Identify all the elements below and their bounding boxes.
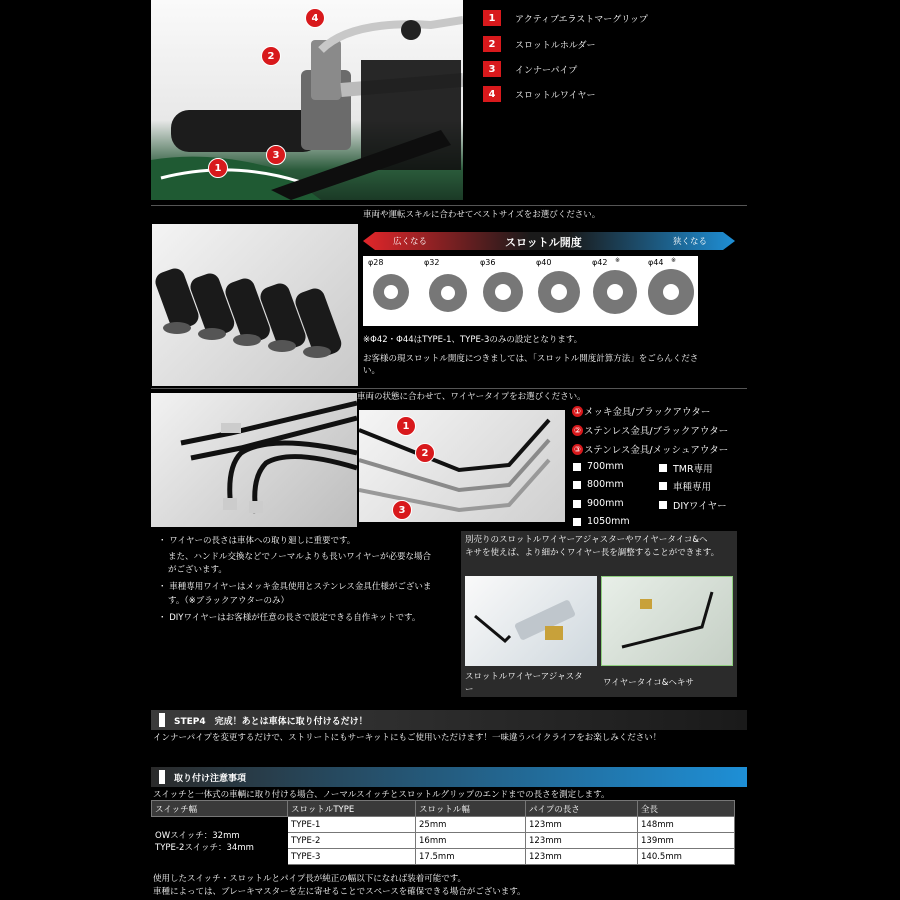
- handlebar-photo: [151, 0, 463, 200]
- wire-pin-1: 1: [396, 416, 416, 436]
- diameter-cell: [643, 256, 698, 326]
- adjuster-caption-cont: ー: [465, 685, 474, 695]
- taiko-caption: ワイヤータイコ&ヘキサ: [603, 678, 694, 688]
- inner-pipes-photo: [152, 224, 358, 386]
- wire-note: ・ DIYワイヤーはお客様が任意の長さで設定できる自作キットです。: [158, 613, 421, 623]
- wire-note: す。（※ブラックアウターのみ）: [168, 596, 289, 606]
- adjuster-photo: [465, 576, 597, 666]
- wire-note: また、ハンドル交換などでノーマルよりも長いワイヤーが必要な場合: [168, 552, 431, 562]
- diameter-label: φ36: [480, 258, 496, 267]
- legend-number: 4: [483, 86, 501, 102]
- length-option-1050: [573, 516, 630, 527]
- legend-item-holder: [483, 35, 595, 53]
- adjuster-illustration: [465, 576, 597, 666]
- legend-item-wire: [483, 85, 596, 103]
- caution-intro: スイッチと一体式の車輌に取り付ける場合、ノーマルスイッチとスロットルグリップのエンドまでの長さを測定します。: [153, 790, 610, 800]
- diameter-label: φ44: [648, 258, 664, 267]
- wire-note: ・ 車種専用ワイヤーはメッキ金具使用とステンレス金具仕様がございま: [158, 582, 432, 592]
- throttle-cam-icon: [371, 272, 411, 312]
- opening-note-2: お客様の現スロットル開度につきましては、「スロットル開度計算方法」をごらんくださ: [363, 354, 699, 364]
- photo-pin-2: 2: [261, 46, 281, 66]
- checkbox-icon: [573, 463, 581, 471]
- table-cell: TYPE-2: [288, 833, 416, 849]
- step4-text: インナーパイプを変更するだけで、ストリートにもサーキットにもご使用いただけます！一味違うバイクライフをお楽しみください！: [153, 733, 662, 743]
- wire-type-3: [572, 442, 728, 456]
- diameter-cell: [531, 256, 587, 326]
- switch-width: TYPE-2スイッチ：34mm: [155, 842, 254, 853]
- checkbox-icon: [573, 481, 581, 489]
- adjuster-caption: スロットルワイヤーアジャスタ: [465, 672, 583, 682]
- photo-pin-1: 1: [208, 158, 228, 178]
- table-header: スロットル幅: [416, 801, 526, 817]
- wire-types-illustration: [359, 410, 565, 522]
- throttle-opening-bar: [363, 232, 735, 250]
- checkbox-icon: [659, 501, 667, 509]
- table-cell: TYPE-1: [288, 817, 416, 833]
- legend-item-grip: [483, 9, 648, 27]
- switch-width-cell: [152, 817, 288, 865]
- adjuster-panel: [461, 531, 737, 697]
- legend-label: インナーパイプ: [515, 65, 578, 76]
- table-cell: TYPE-3: [288, 849, 416, 865]
- wire-types-photo: [359, 410, 565, 522]
- diameter-cell: [363, 256, 419, 326]
- diameter-label: φ42: [592, 258, 608, 267]
- wire-title: 車両の状態に合わせて、ワイヤータイプをお選びください。: [357, 392, 586, 402]
- wire-cables-illustration: [151, 393, 357, 527]
- throttle-cam-icon: [481, 270, 525, 314]
- diameter-label: φ32: [424, 258, 440, 267]
- step4-label: STEP4 完成！あとは車体に取り付けるだけ！: [174, 716, 368, 727]
- table-cell: 148mm: [638, 817, 735, 833]
- table-cell: 25mm: [416, 817, 526, 833]
- option-tmr: [659, 461, 713, 475]
- caution-footer-1: 使用したスイッチ・スロットルとパイプ長が純正の幅以下になれば装着可能です。: [153, 874, 467, 884]
- caution-footer-2: 車種によっては、ブレーキマスターを左に寄せることでスペースを確保できる場合がございます。: [153, 887, 526, 897]
- size-note: 車両や運転スキルに合わせてベストサイズをお選びください。: [363, 210, 601, 220]
- table-cell: 123mm: [526, 817, 638, 833]
- table-header: 全長: [638, 801, 735, 817]
- diameter-cell: [475, 256, 531, 326]
- taiko-photo: [601, 576, 733, 666]
- taiko-illustration: [602, 577, 734, 667]
- opening-center-label: スロットル開度: [505, 236, 582, 249]
- table-cell: 139mm: [638, 833, 735, 849]
- length-option-800: [573, 479, 624, 490]
- bar-tag: [159, 770, 165, 784]
- table-cell: 140.5mm: [638, 849, 735, 865]
- wire-type-2: [572, 423, 728, 437]
- caution-bar: [151, 767, 747, 787]
- legend-number: 2: [483, 36, 501, 52]
- handlebar-illustration: [151, 0, 463, 200]
- table-cell: 123mm: [526, 833, 638, 849]
- table-header: パイプの長さ: [526, 801, 638, 817]
- inner-pipes-illustration: [152, 224, 358, 386]
- checkbox-icon: [659, 464, 667, 472]
- length-label: 700mm: [587, 461, 624, 472]
- length-label: 900mm: [587, 498, 624, 509]
- opening-right-label: 狭くなる: [673, 237, 708, 247]
- switch-width: OWスイッチ：32mm: [155, 830, 240, 841]
- wire-type-1: [572, 404, 710, 418]
- legend-item-pipe: [483, 60, 577, 78]
- divider: [151, 388, 747, 389]
- caution-label: 取り付け注意事項: [174, 773, 247, 784]
- length-option-700: [573, 461, 624, 472]
- wire-pin-2: 2: [415, 443, 435, 463]
- diameter-label: φ40: [536, 258, 552, 267]
- photo-pin-4: 4: [305, 8, 325, 28]
- table-row: [152, 817, 735, 833]
- option-label: DIYワイヤー: [673, 501, 727, 512]
- length-label: 800mm: [587, 479, 624, 490]
- throttle-cam-icon: [427, 272, 469, 314]
- length-option-900: [573, 498, 624, 509]
- checkbox-icon: [573, 518, 581, 526]
- wire-pin-3: 3: [392, 500, 412, 520]
- opening-note-1: ※Φ42・Φ44はTYPE-1、TYPE-3のみの設定となります。: [363, 335, 583, 345]
- wire-type-label: ステンレス金具/メッシュアウター: [584, 445, 729, 456]
- legend-number: 1: [483, 10, 501, 26]
- option-label: 車種専用: [673, 482, 712, 493]
- bar-tag: [159, 713, 165, 727]
- diameter-mark: ※: [671, 257, 677, 264]
- table-header: スイッチ幅: [152, 801, 288, 817]
- table-cell: 17.5mm: [416, 849, 526, 865]
- diameter-mark: ※: [615, 257, 621, 264]
- option-label: TMR専用: [673, 464, 713, 475]
- adjuster-text-1: 別売りのスロットルワイヤーアジャスターやワイヤータイコ&ヘ: [465, 535, 708, 545]
- wire-note: がございます。: [168, 565, 227, 575]
- photo-pin-3: 3: [266, 145, 286, 165]
- length-label: 1050mm: [587, 516, 630, 527]
- table-cell: 16mm: [416, 833, 526, 849]
- checkbox-icon: [573, 500, 581, 508]
- divider: [151, 205, 747, 206]
- table-header-row: [152, 801, 735, 817]
- wire-type-number: ③: [573, 444, 582, 454]
- wire-type-number: ①: [573, 406, 582, 416]
- adjuster-text-2: キサを使えば、より細かくワイヤー長を調整することができます。: [465, 548, 720, 558]
- diameter-row: [363, 256, 698, 326]
- spec-table: [151, 800, 735, 865]
- wire-type-label: メッキ金具/ブラックアウター: [584, 407, 711, 418]
- throttle-cam-icon: [646, 267, 696, 317]
- diameter-cell: [587, 256, 643, 326]
- wire-type-label: ステンレス金具/ブラックアウター: [584, 426, 729, 437]
- throttle-cam-icon: [536, 269, 582, 315]
- checkbox-icon: [659, 482, 667, 490]
- step4-bar: [151, 710, 747, 730]
- legend-label: スロットルワイヤー: [515, 90, 596, 101]
- option-diy: [659, 498, 727, 512]
- option-model-specific: [659, 479, 711, 493]
- opening-left-label: 広くなる: [393, 237, 428, 247]
- legend-label: アクティブエラストマーグリップ: [515, 14, 648, 25]
- table-cell: 123mm: [526, 849, 638, 865]
- throttle-cam-icon: [591, 268, 639, 316]
- wire-type-number: ②: [573, 425, 582, 435]
- legend-number: 3: [483, 61, 501, 77]
- wire-note: ・ ワイヤーの長さは車体への取り廻しに重要です。: [158, 536, 356, 546]
- diameter-label: φ28: [368, 258, 384, 267]
- legend-label: スロットルホルダー: [515, 40, 596, 51]
- table-header: スロットルTYPE: [288, 801, 416, 817]
- opening-note-3: い。: [363, 366, 381, 376]
- diameter-cell: [419, 256, 475, 326]
- wire-cables-photo: [151, 393, 357, 527]
